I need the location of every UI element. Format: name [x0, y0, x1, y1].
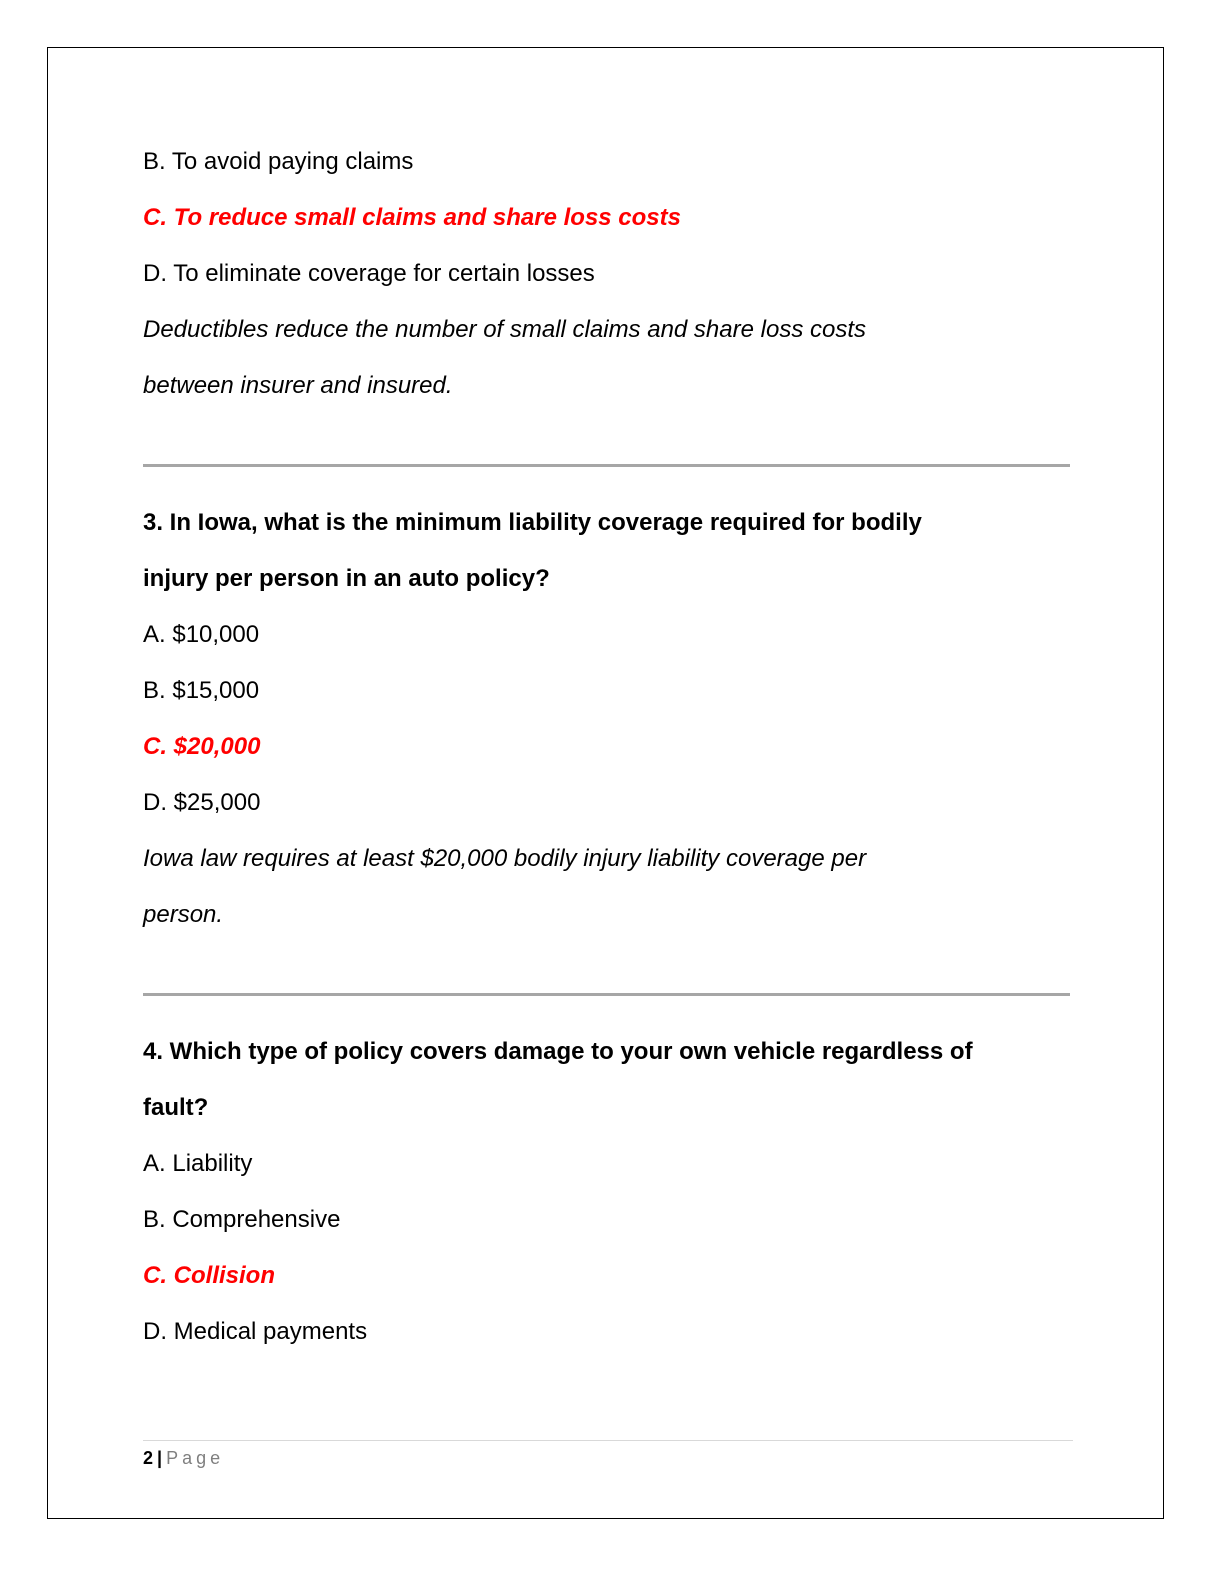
- q4-option-c-answer: C. Collision: [143, 1262, 275, 1289]
- footer-separator: |: [157, 1448, 163, 1468]
- footer-rule: [143, 1440, 1073, 1441]
- page-number: 2: [143, 1448, 154, 1468]
- q2-option-b: B. To avoid paying claims: [143, 148, 414, 175]
- q3-option-d: D. $25,000: [143, 789, 261, 816]
- q3-explanation-line-2: person.: [143, 901, 224, 928]
- q4-question-line-1: 4. Which type of policy covers damage to your own vehicle regardless of: [143, 1038, 973, 1065]
- q2-explanation-line-2: between insurer and insured.: [143, 372, 453, 399]
- page-footer: [143, 1446, 224, 1470]
- q3-option-b: B. $15,000: [143, 677, 260, 704]
- q2-option-c-answer: C. To reduce small claims and share loss costs: [143, 204, 681, 231]
- page-content: [143, 134, 1073, 1360]
- q3-option-c-answer: C. $20,000: [143, 733, 261, 760]
- page-label: Page: [166, 1448, 225, 1468]
- q2-explanation-line-1: Deductibles reduce the number of small claims and share loss costs: [143, 316, 866, 343]
- q2-option-d: D. To eliminate coverage for certain losses: [143, 260, 595, 287]
- q3-question-line-2: injury per person in an auto policy?: [143, 565, 550, 592]
- q3-question-line-1: 3. In Iowa, what is the minimum liability coverage required for bodily: [143, 509, 922, 536]
- q3-explanation-line-1: Iowa law requires at least $20,000 bodily injury liability coverage per: [143, 845, 867, 872]
- q4-question-line-2: fault?: [143, 1094, 209, 1121]
- q3-option-a: A. $10,000: [143, 621, 260, 648]
- q4-option-a: A. Liability: [143, 1150, 253, 1177]
- q4-option-b: B. Comprehensive: [143, 1206, 341, 1233]
- q4-option-d: D. Medical payments: [143, 1318, 368, 1345]
